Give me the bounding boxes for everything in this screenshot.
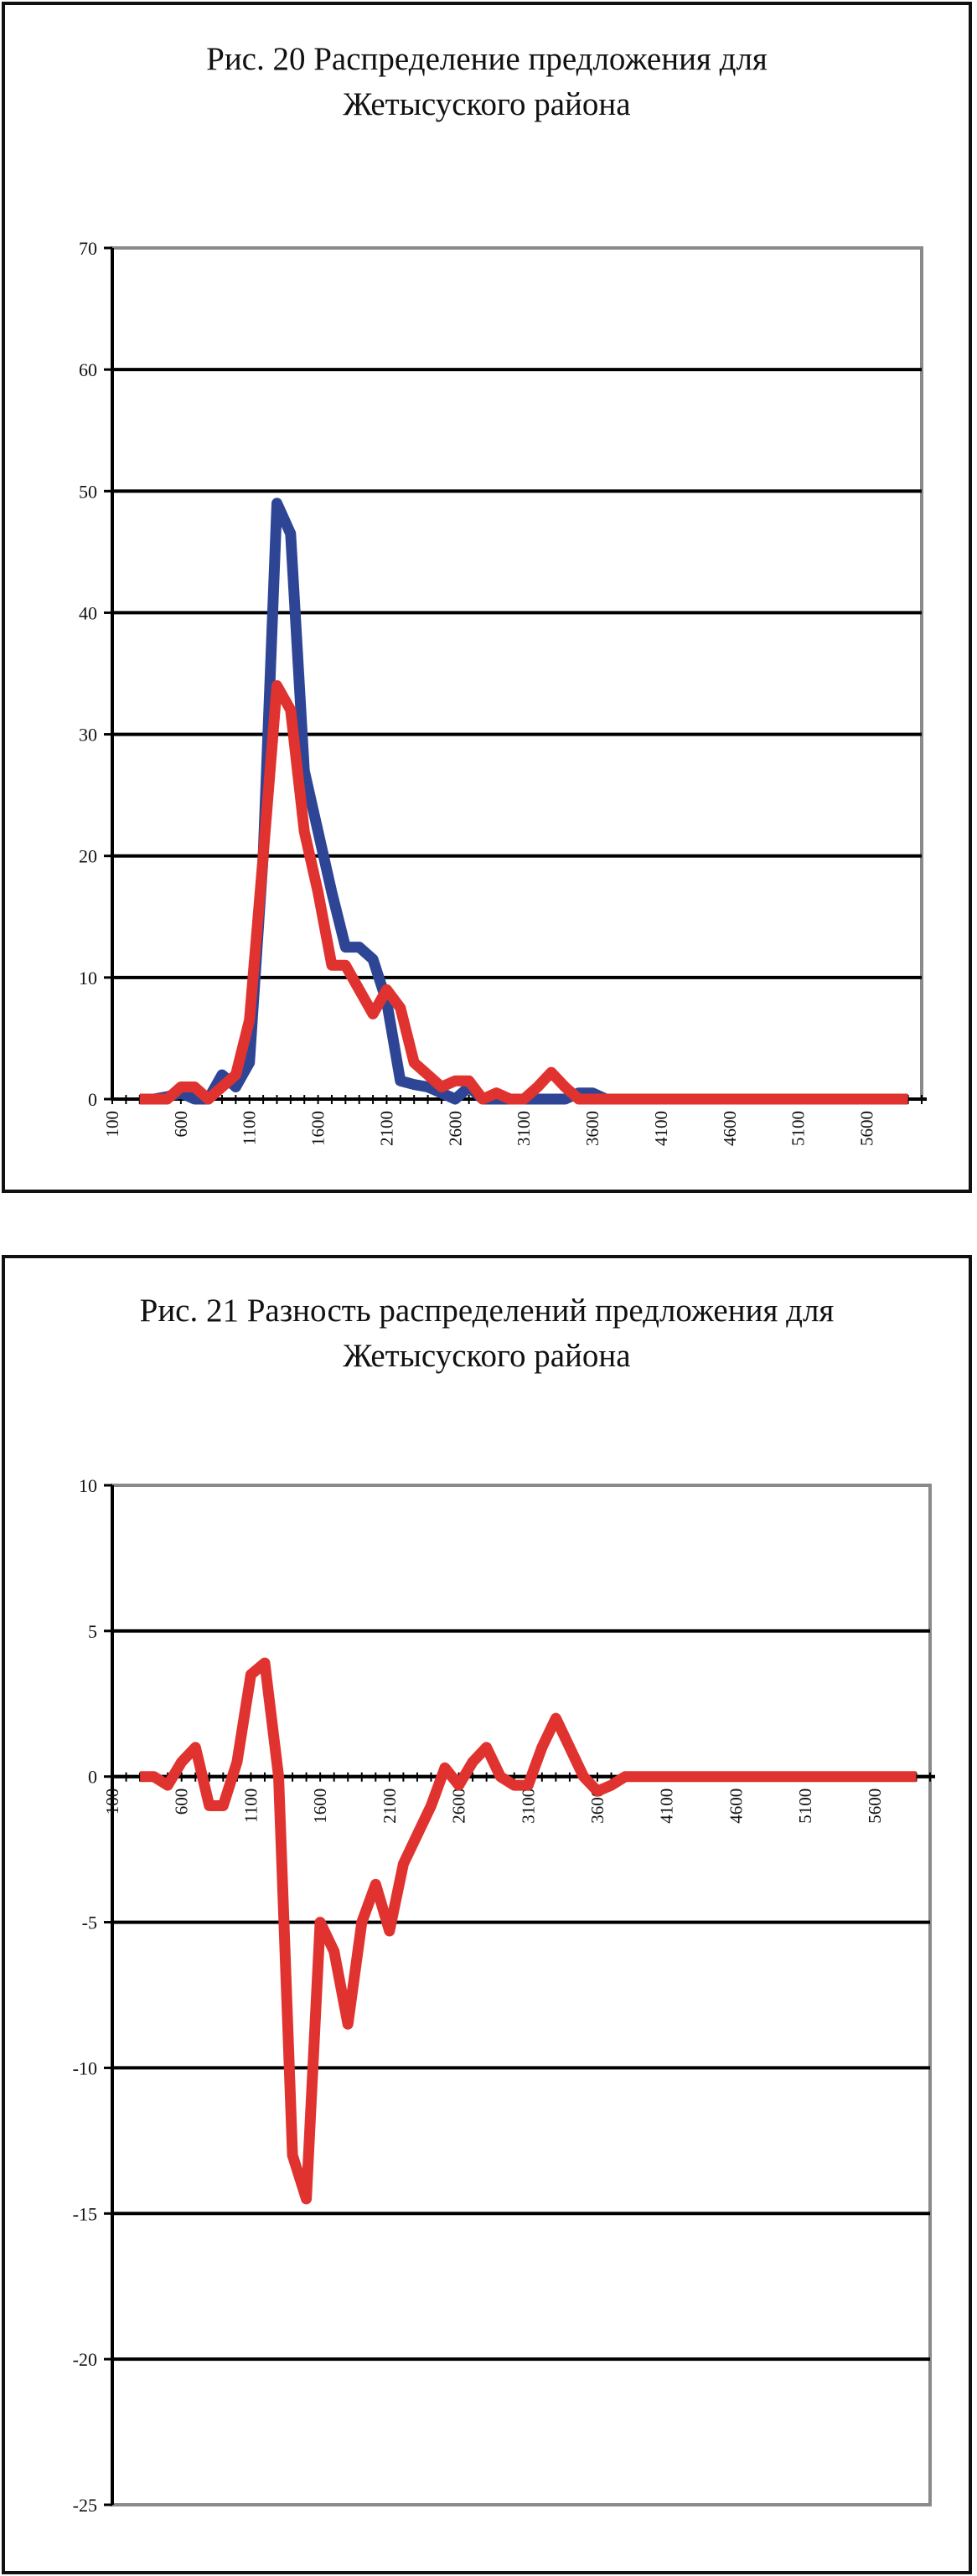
y-tick-label: 60	[79, 359, 97, 381]
x-tick-label: 1100	[240, 1788, 261, 1823]
y-tick-label: -5	[81, 1912, 97, 1933]
x-tick-label: 4600	[719, 1111, 740, 1146]
x-tick-label: 5600	[856, 1111, 877, 1146]
chart-title-line-2: Жетысуского района	[343, 1338, 631, 1374]
x-tick-label: 3100	[518, 1788, 539, 1824]
y-tick-label: 0	[88, 1089, 97, 1110]
y-tick-label: 40	[79, 602, 97, 624]
y-tick-label: 30	[79, 724, 97, 746]
plot-frame	[112, 1485, 930, 2505]
x-tick-label: 2100	[376, 1111, 397, 1146]
y-tick-label: -15	[72, 2203, 97, 2225]
x-tick-label: 1100	[239, 1111, 260, 1146]
x-tick-label: 100	[102, 1111, 122, 1138]
y-tick-label: 0	[88, 1766, 97, 1788]
chart-title-line-1: Рис. 21 Разность распределений предложения для	[139, 1293, 835, 1329]
y-tick-label: -25	[72, 2495, 97, 2516]
series-line-1	[140, 1663, 916, 2199]
x-tick-label: 2100	[379, 1788, 400, 1824]
x-tick-label: 3600	[582, 1111, 603, 1146]
x-tick-label: 5600	[864, 1788, 885, 1824]
y-tick-label: -20	[72, 2349, 97, 2371]
x-tick-label: 4600	[726, 1788, 747, 1824]
x-tick-label: 5100	[788, 1111, 809, 1146]
chart-title-line-2: Жетысуского района	[343, 86, 631, 122]
x-tick-label: 4100	[650, 1111, 671, 1146]
x-tick-label: 4100	[656, 1788, 677, 1824]
x-tick-label: 1600	[308, 1111, 328, 1146]
x-tick-label: 600	[171, 1788, 192, 1815]
y-tick-label: 5	[88, 1620, 97, 1642]
line-chart-fig21	[5, 1258, 969, 2571]
y-tick-label: -10	[72, 2057, 97, 2079]
y-tick-label: 50	[79, 481, 97, 503]
plot-frame	[112, 248, 922, 1099]
x-tick-label: 2600	[448, 1788, 469, 1824]
y-tick-label: 20	[79, 845, 97, 867]
x-tick-label: 1600	[310, 1788, 331, 1824]
x-tick-label: 5100	[795, 1788, 816, 1824]
x-tick-label: 3600	[587, 1788, 607, 1824]
x-tick-label: 3100	[514, 1111, 535, 1146]
x-tick-label: 600	[170, 1111, 191, 1138]
y-tick-label: 70	[79, 238, 97, 259]
chart-title-line-1: Рис. 20 Распределение предложения для	[206, 41, 768, 77]
x-tick-label: 100	[102, 1788, 122, 1815]
chart-panel-fig21	[2, 1255, 972, 2574]
line-chart-fig20	[5, 5, 969, 1190]
y-tick-label: 10	[79, 1475, 97, 1496]
chart-panel-fig20	[2, 2, 972, 1193]
x-tick-label: 2600	[445, 1111, 466, 1146]
y-tick-label: 10	[79, 967, 97, 989]
